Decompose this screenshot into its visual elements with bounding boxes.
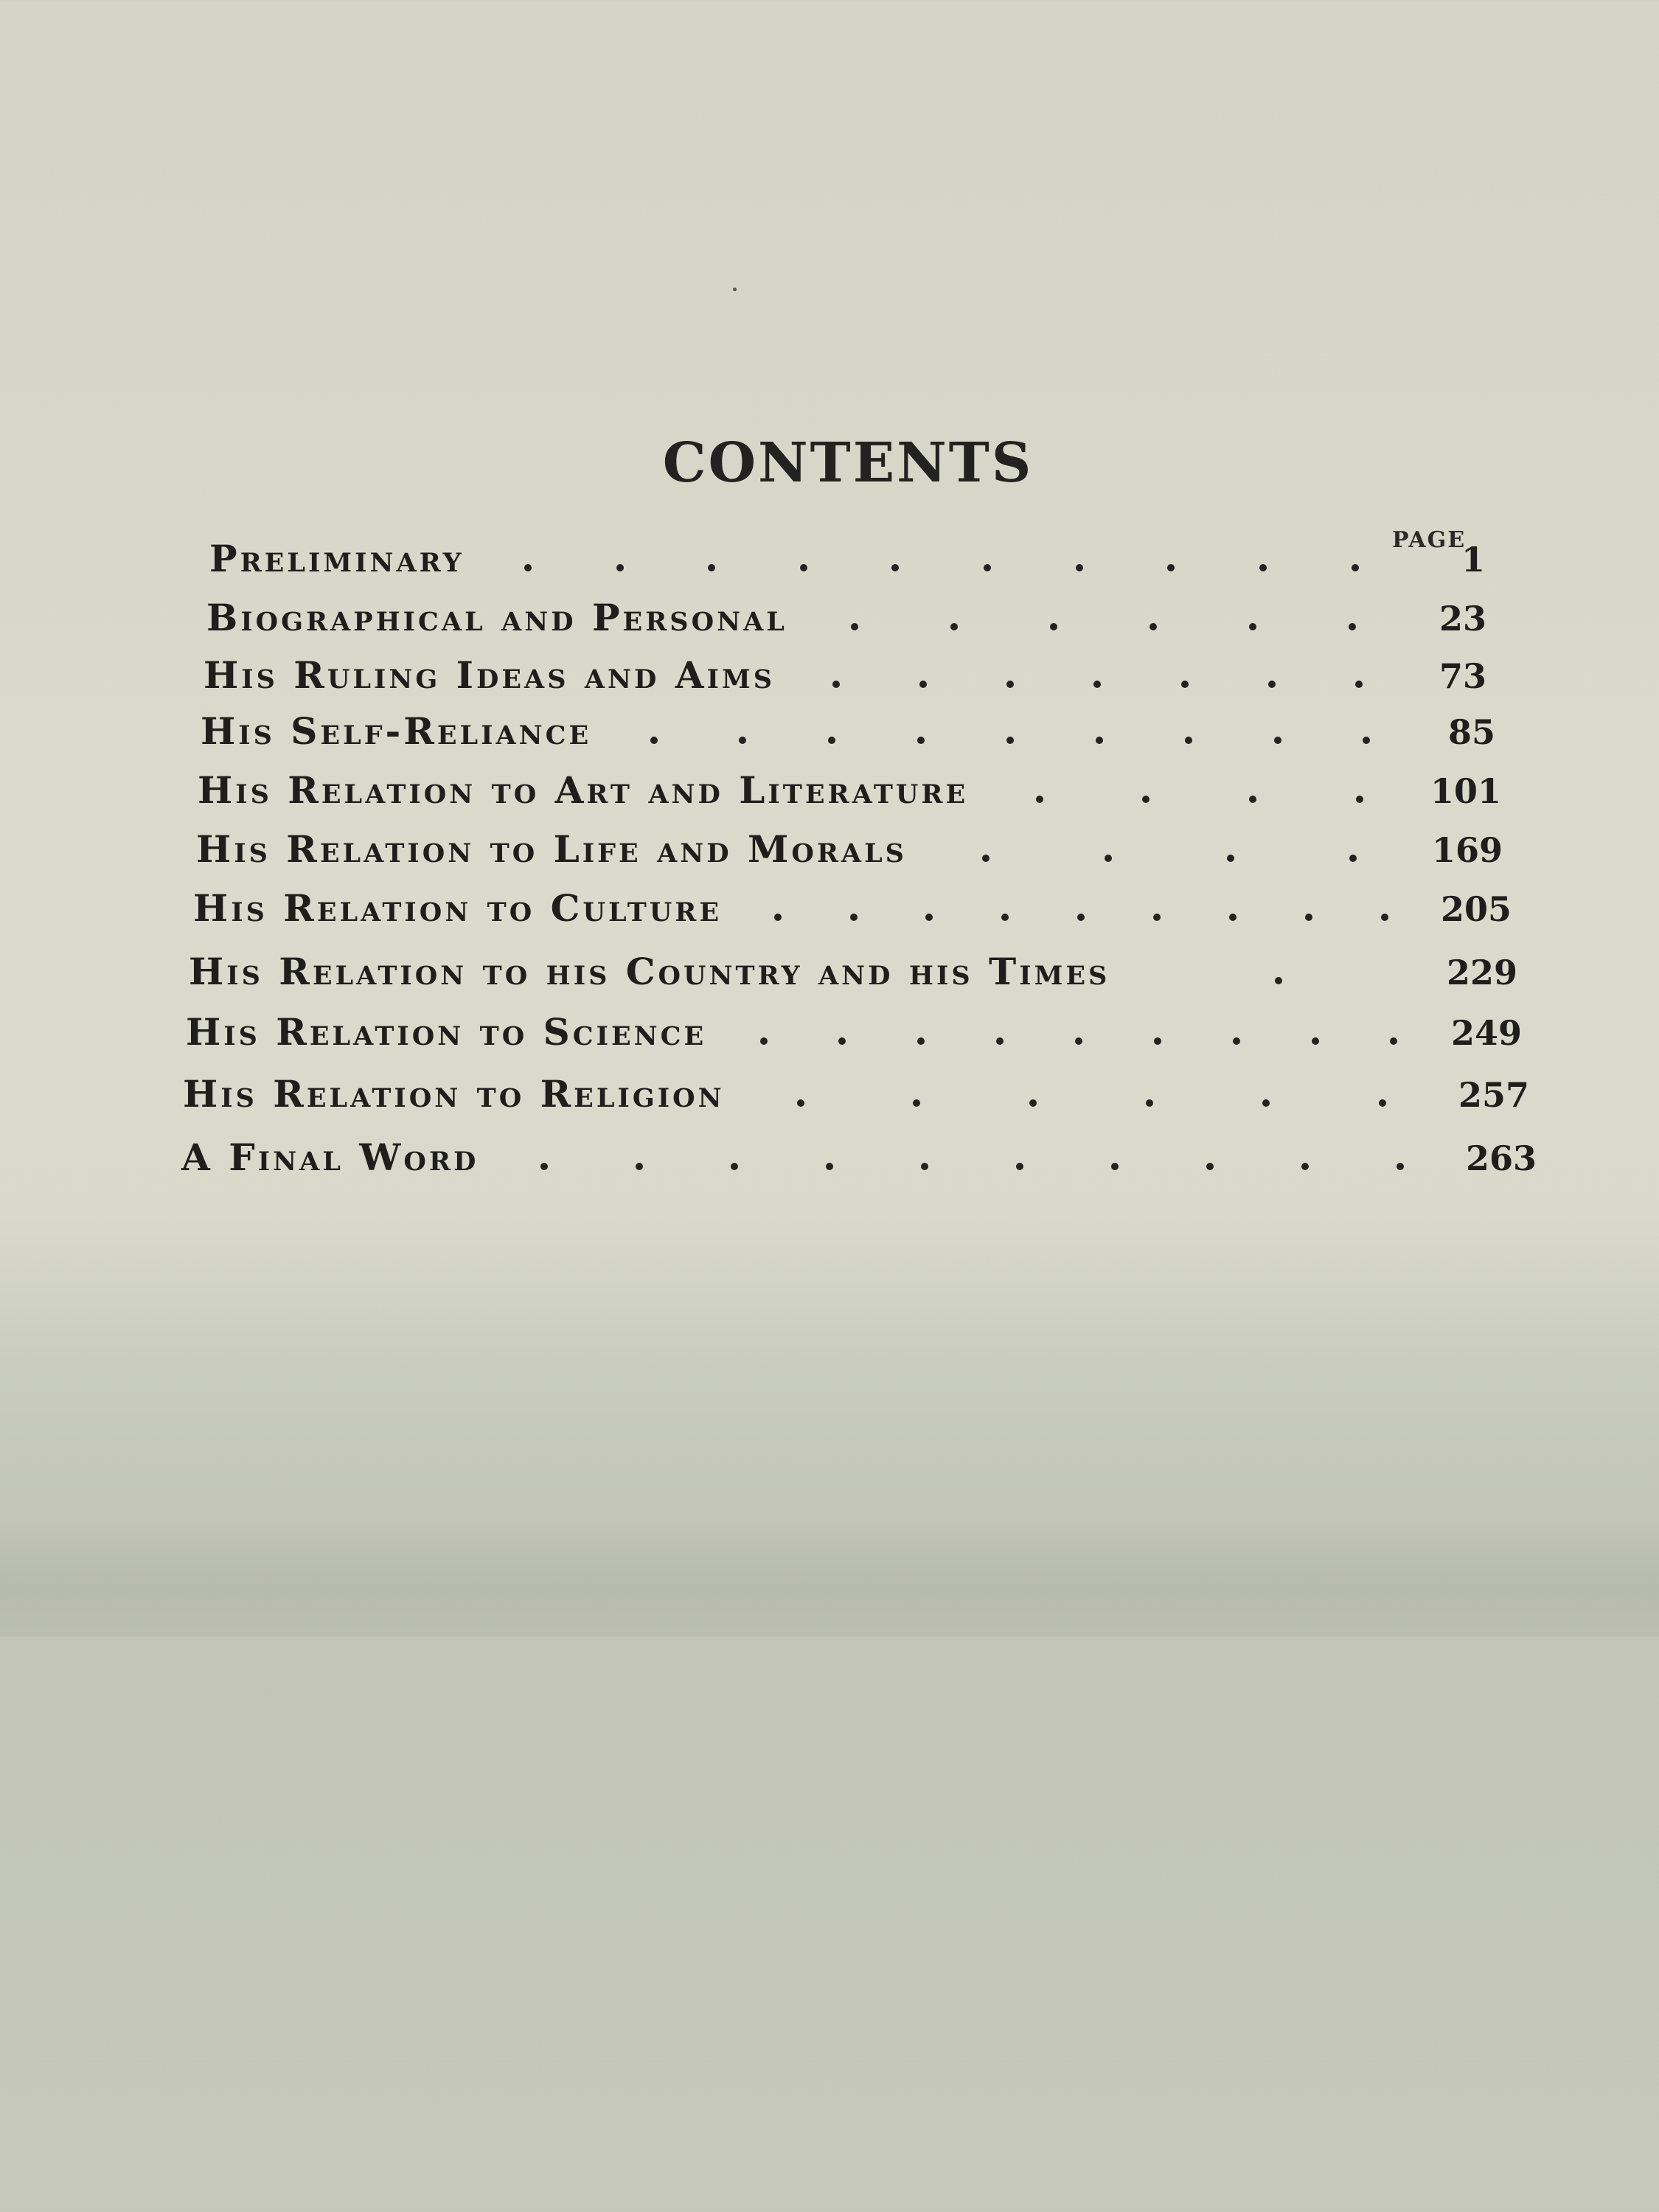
leader-dot <box>1381 914 1388 921</box>
toc-entry-page: 229 <box>1446 953 1517 992</box>
toc-entry <box>209 537 1485 588</box>
leader-dot <box>826 1163 833 1170</box>
toc-entry-title: His Relation to Culture <box>193 886 723 930</box>
leader-dot <box>1146 1099 1153 1107</box>
leader-dot <box>1268 681 1276 688</box>
leader-dot <box>1150 623 1157 630</box>
leader-dot <box>984 564 991 571</box>
leader-dot <box>1262 1099 1270 1107</box>
toc-entry-title: His Ruling Ideas and Aims <box>204 653 775 697</box>
leader-dot <box>650 737 658 744</box>
leader-dot <box>1050 623 1057 630</box>
dot-leader <box>793 677 1402 692</box>
leader-dot <box>616 564 624 571</box>
dot-leader <box>740 910 1423 925</box>
leader-dot <box>850 914 858 921</box>
leader-dot <box>828 737 835 744</box>
leader-dot <box>540 1163 548 1170</box>
leader-dot <box>1249 623 1256 630</box>
page-title: CONTENTS <box>662 431 1034 495</box>
leader-dot <box>982 855 990 862</box>
leader-dot <box>1076 564 1083 571</box>
toc-entry-title: His Relation to Life and Morals <box>196 827 907 871</box>
leader-dot <box>1305 914 1312 921</box>
dot-leader <box>609 733 1411 748</box>
leader-dot <box>1167 564 1175 571</box>
toc-entry-page: 23 <box>1439 599 1486 639</box>
page-shadow <box>0 1519 1659 1637</box>
leader-dot <box>1390 1037 1397 1045</box>
leader-dot <box>1301 1163 1309 1170</box>
leader-dot <box>1312 1037 1319 1045</box>
leader-dot <box>708 564 715 571</box>
leader-dot <box>1153 914 1161 921</box>
toc-entry <box>204 653 1486 705</box>
dot-leader <box>1127 973 1429 988</box>
toc-entry <box>206 596 1486 647</box>
toc-entry <box>201 709 1495 761</box>
page-column-label: PAGE <box>1392 527 1467 553</box>
leader-dot <box>797 1099 804 1107</box>
leader-dot <box>851 623 858 630</box>
leader-dot <box>1349 855 1357 862</box>
leader-dot <box>1105 855 1112 862</box>
leader-dot <box>1001 914 1009 921</box>
leader-dot <box>891 564 899 571</box>
dot-leader <box>496 1159 1448 1174</box>
leader-dot <box>1154 1037 1161 1045</box>
toc-entry-title: Preliminary <box>209 537 465 580</box>
leader-dot <box>636 1163 643 1170</box>
dot-leader <box>925 851 1414 866</box>
leader-dot <box>739 737 746 744</box>
toc-entry-page: 101 <box>1430 771 1501 811</box>
dot-leader <box>724 1034 1433 1048</box>
leader-dot <box>1142 796 1150 803</box>
dot-leader <box>986 792 1413 807</box>
toc-entry-title: His Relation to his Country and his Times <box>189 950 1110 993</box>
leader-dot <box>760 1037 768 1045</box>
leader-dot <box>1227 855 1234 862</box>
leader-dot <box>1111 1163 1119 1170</box>
toc-entry-title: His Relation to Religion <box>183 1072 725 1116</box>
leader-dot <box>1075 1037 1082 1045</box>
leader-dot <box>1006 737 1014 744</box>
toc-entry-page: 257 <box>1458 1075 1529 1115</box>
leader-dot <box>913 1099 920 1107</box>
leader-dot <box>1096 737 1103 744</box>
toc-entry <box>183 1072 1529 1124</box>
leader-dot <box>1181 681 1189 688</box>
leader-dot <box>1355 681 1363 688</box>
dot-leader <box>482 560 1401 575</box>
leader-dot <box>1233 1037 1240 1045</box>
leader-dot <box>921 1163 928 1170</box>
toc-entry <box>196 827 1503 879</box>
leader-dot <box>524 564 532 571</box>
leader-dot <box>1356 796 1363 803</box>
leader-dot <box>1397 1163 1404 1170</box>
toc-entry <box>181 1135 1537 1187</box>
leader-dot <box>731 1163 738 1170</box>
leader-dot <box>1093 681 1101 688</box>
leader-dot <box>832 681 840 688</box>
leader-dot <box>1016 1163 1023 1170</box>
leader-dot <box>996 1037 1004 1045</box>
toc-entry-page: 263 <box>1465 1138 1537 1178</box>
leader-dot <box>1006 681 1014 688</box>
toc-entry-page: 85 <box>1447 712 1495 752</box>
toc-entry <box>186 1010 1522 1062</box>
leader-dot <box>1349 623 1356 630</box>
leader-dot <box>1036 796 1043 803</box>
toc-entry-title: His Relation to Science <box>186 1010 707 1054</box>
leader-dot <box>838 1037 846 1045</box>
leader-dot <box>1206 1163 1214 1170</box>
toc-entry-page: 169 <box>1431 830 1503 870</box>
toc-entry <box>193 886 1512 938</box>
leader-dot <box>1274 737 1281 744</box>
toc-entry <box>198 768 1501 820</box>
leader-dot <box>1379 1099 1386 1107</box>
leader-dot <box>774 914 782 921</box>
leader-dot <box>917 1037 925 1045</box>
leader-dot <box>800 564 807 571</box>
toc-entry-page: 73 <box>1439 656 1486 696</box>
toc-entry-page: 205 <box>1440 889 1512 929</box>
leader-dot <box>950 623 958 630</box>
toc-entry-title: His Relation to Art and Literature <box>198 768 969 812</box>
leader-dot <box>919 681 927 688</box>
leader-dot <box>1363 737 1370 744</box>
dot-leader <box>742 1096 1441 1110</box>
toc-entry-title: Biographical and Personal <box>206 596 787 639</box>
leader-dot <box>917 737 925 744</box>
leader-dot <box>1077 914 1085 921</box>
leader-dot <box>925 914 933 921</box>
paper-speck <box>733 288 737 291</box>
leader-dot <box>1249 796 1256 803</box>
toc-entry <box>189 950 1517 1001</box>
toc-entry-page: 1 <box>1461 540 1485 580</box>
toc-entry-title: A Final Word <box>181 1135 479 1179</box>
leader-dot <box>1185 737 1192 744</box>
toc-entry-page: 249 <box>1450 1013 1522 1053</box>
leader-dot <box>1275 977 1282 984</box>
dot-leader <box>805 619 1402 634</box>
leader-dot <box>1029 1099 1037 1107</box>
leader-dot <box>1229 914 1237 921</box>
leader-dot <box>1352 564 1359 571</box>
leader-dot <box>1259 564 1267 571</box>
toc-entry-title: His Self-Reliance <box>201 709 592 753</box>
